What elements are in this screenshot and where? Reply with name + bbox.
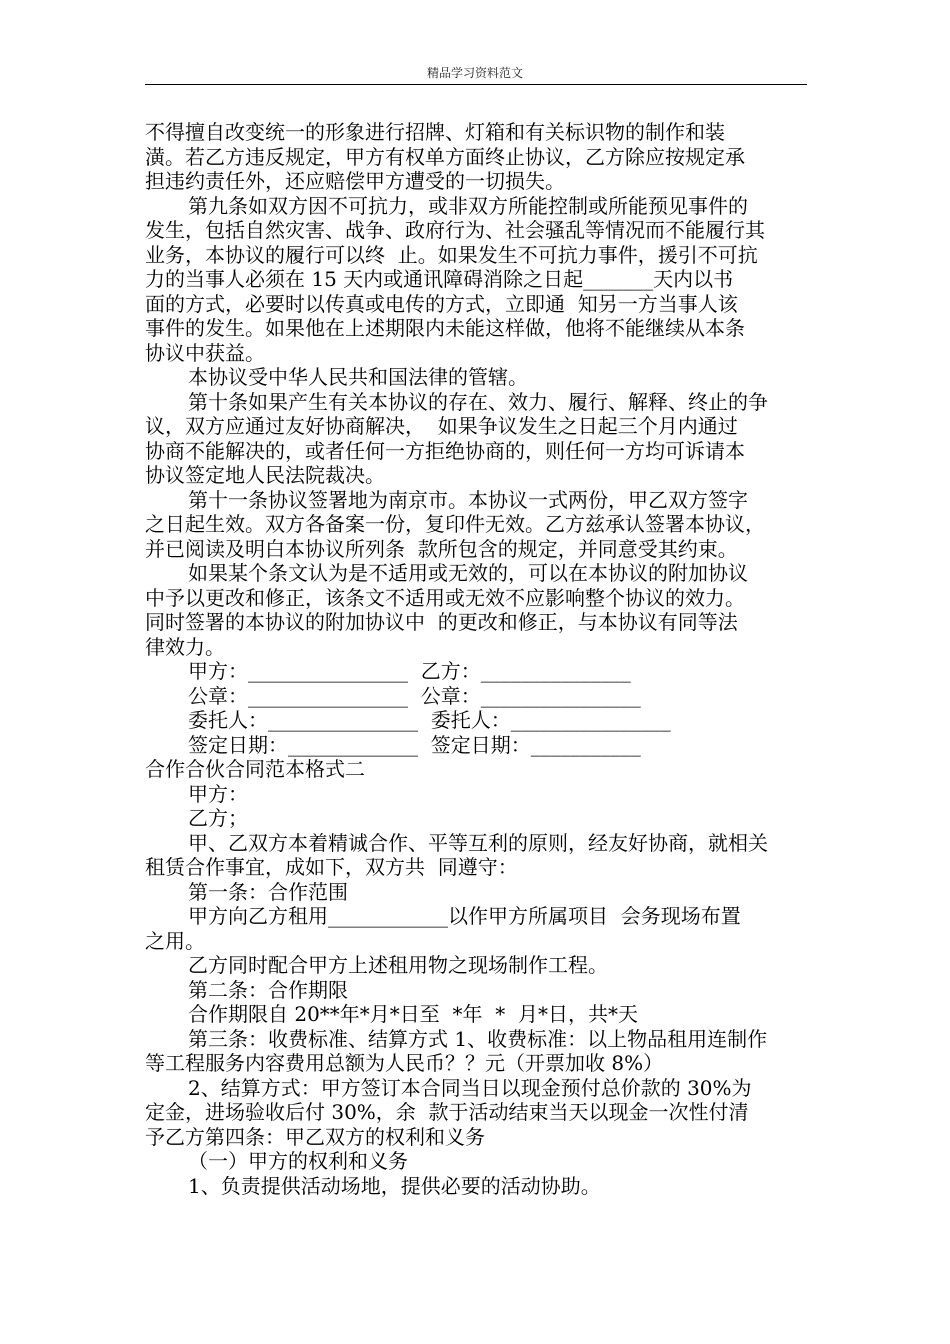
text-line: 发生，包括自然灾害、战争、政府行为、社会骚乱等情况而不能履行其 <box>145 218 765 242</box>
text-line: 中予以更改和修正，该条文不适用或无效不应影响整个协议的效力。 <box>145 585 745 610</box>
text-line: 合作期限自 20**年*月*日至 *年 * 月*日，共*天 <box>188 1002 638 1026</box>
text-line: 担违约责任外，还应赔偿甲方遭受的一切损失。 <box>145 169 565 193</box>
text-line: 委托人：_______________ 委托人：________________ <box>188 708 671 732</box>
text-line: 签定日期：_____________ 签定日期：___________ <box>188 732 641 757</box>
text-line: 同时签署的本协议的附加协议中 的更改和修正，与本协议有同等法 <box>145 610 738 634</box>
text-line: 第十条如果产生有关本协议的存在、效力、履行、解释、终止的争 <box>188 389 768 414</box>
text-line: 面的方式，必要时以传真或电传的方式，立即通 知另一方当事人该 <box>145 291 738 316</box>
text-line: 甲方： <box>188 781 248 806</box>
document-body <box>145 120 815 1198</box>
text-line: 甲方向乙方租用____________以作甲方所属项目 会务现场布置 <box>188 904 741 928</box>
text-line: 公章：________________ 公章：________________ <box>188 683 641 708</box>
text-line: 并已阅读及明白本协议所列条 款所包含的规定，并同意受其约束。 <box>145 536 738 561</box>
text-line: 第二条：合作期限 <box>188 977 348 1002</box>
text-line: 事件的发生。如果他在上述期限内未能这样做，他将不能继续从本条 <box>145 316 745 340</box>
text-line: 潢。若乙方违反规定，甲方有权单方面终止协议，乙方除应按规定承 <box>145 144 745 169</box>
text-line: 协议中获益。 <box>145 340 265 365</box>
text-line: 定金，进场验收后付 30%，余 款于活动结束当天以现金一次性付清 <box>145 1100 749 1124</box>
text-line: 第九条如双方因不可抗力，或非双方所能控制或所能预见事件的 <box>188 193 748 218</box>
text-line: 第十一条协议签署地为南京市。本协议一式两份，甲乙双方签字 <box>188 487 748 512</box>
text-line: 力的当事人必须在 15 天内或通讯障碍消除之日起_______天内以书 <box>145 267 734 291</box>
text-line: （一）甲方的权利和义务 <box>188 1149 408 1173</box>
text-line: 本协议受中华人民共和国法律的管辖。 <box>188 365 528 389</box>
text-line: 协商不能解决的，或者任何一方拒绝协商的，则任何一方均可诉请本 <box>145 438 745 463</box>
text-line: 予乙方第四条：甲乙双方的权利和义务 <box>145 1124 485 1149</box>
text-line: 甲、乙双方本着精诚合作、平等互利的原则，经友好协商，就相关 <box>188 830 768 855</box>
header-divider <box>145 84 807 85</box>
text-line: 如果某个条文认为是不适用或无效的，可以在本协议的附加协议 <box>188 561 748 585</box>
text-line: 之用。 <box>145 928 205 953</box>
text-line: 乙方； <box>188 806 248 830</box>
text-line: 业务，本协议的履行可以终 止。如果发生不可抗力事件，援引不可抗 <box>145 242 758 267</box>
text-line: 合作合伙合同范本格式二 <box>145 757 365 781</box>
text-line: 甲方：________________ 乙方：_______________ <box>188 659 631 683</box>
text-line: 不得擅自改变统一的形象进行招牌、灯箱和有关标识物的制作和装 <box>145 120 725 144</box>
text-line: 1、负责提供活动场地，提供必要的活动协助。 <box>188 1173 601 1198</box>
text-line: 第三条：收费标准、结算方式 1、收费标准：以上物品租用连制作 <box>188 1026 768 1051</box>
text-line: 议，双方应通过友好协商解决， 如果争议发生之日起三个月内通过 <box>145 414 738 438</box>
text-line: 等工程服务内容费用总额为人民币？？元（开票加收 8%） <box>145 1051 664 1075</box>
page-header: 精品学习资料范文 <box>426 66 523 80</box>
text-line: 租赁合作事宜，成如下，双方共 同遵守： <box>145 855 518 879</box>
text-line: 之日起生效。双方各备案一份，复印件无效。乙方兹承认签署本协议， <box>145 512 765 536</box>
text-line: 2、结算方式：甲方签订本合同当日以现金预付总价款的 30%为 <box>188 1075 752 1100</box>
text-line: 律效力。 <box>145 634 225 659</box>
text-line: 乙方同时配合甲方上述租用物之现场制作工程。 <box>188 953 608 977</box>
text-line: 第一条：合作范围 <box>188 879 348 904</box>
text-line: 协议签定地人民法院裁决。 <box>145 463 385 487</box>
